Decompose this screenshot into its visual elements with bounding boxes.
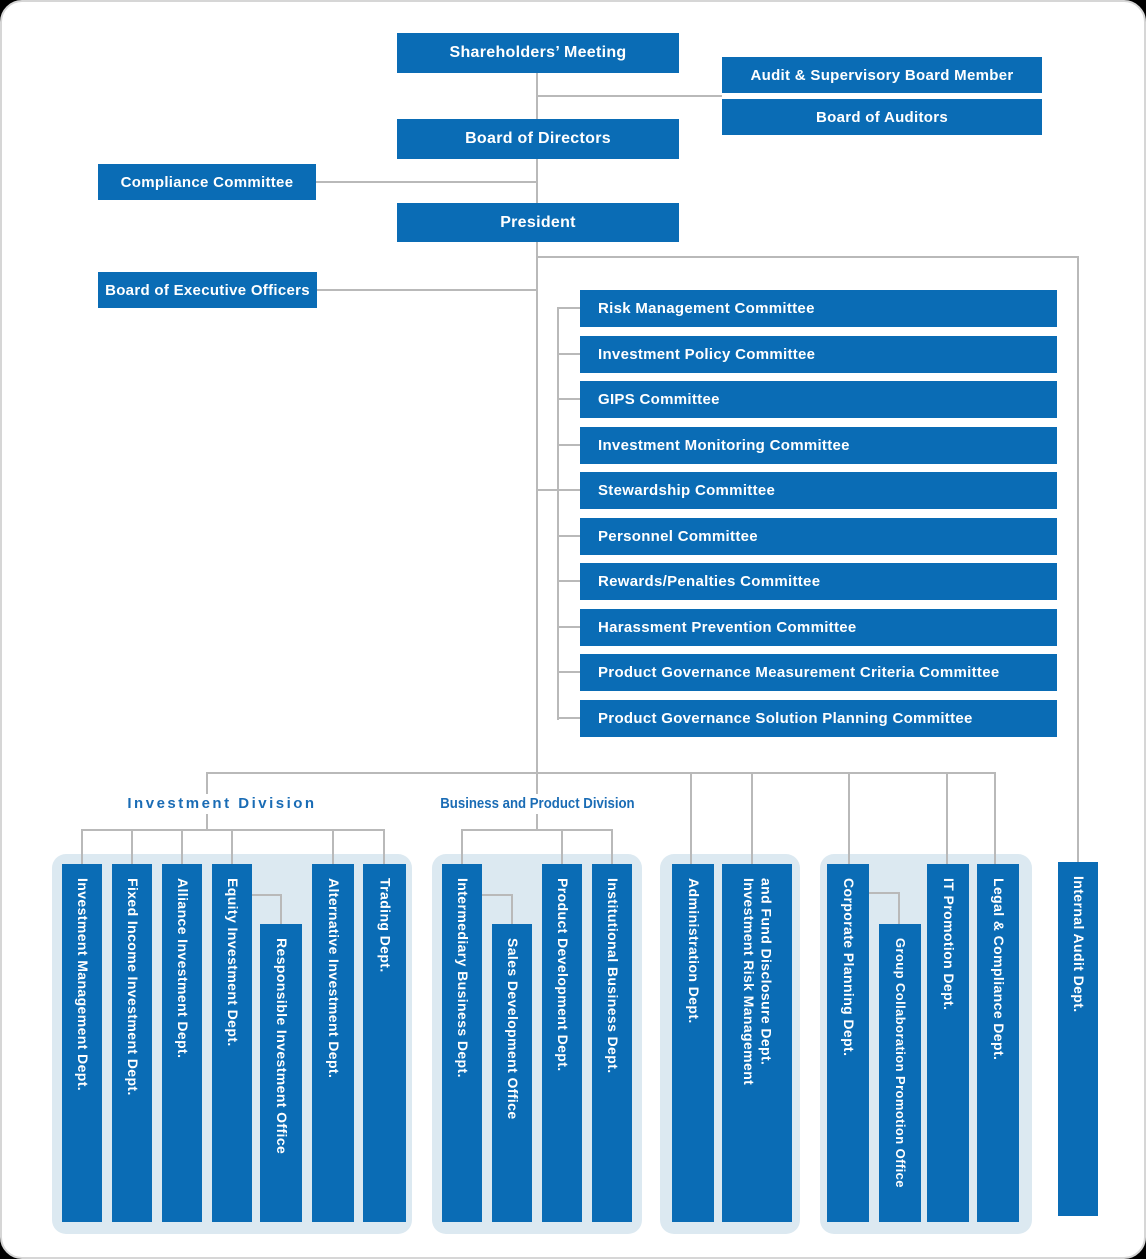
board-of-directors-box: Board of Directors (397, 119, 679, 159)
dept-box-investment-management: Investment Management Dept. (62, 864, 102, 1222)
dept-box-institutional: Institutional Business Dept. (592, 864, 632, 1222)
committee-box: Product Governance Solution Planning Committee (580, 700, 1057, 737)
responsible-office-elbow (280, 894, 282, 924)
committee-box: Investment Monitoring Committee (580, 427, 1057, 464)
dept-box-corporate-planning: Corporate Planning Dept. (827, 864, 869, 1222)
committee-stub (557, 535, 580, 537)
connector-right-branch-v (1077, 256, 1079, 862)
dept-box-administration: Administration Dept. (672, 864, 714, 1222)
board-of-auditors-box: Board of Auditors (722, 99, 1042, 135)
committee-box: GIPS Committee (580, 381, 1057, 418)
connector-audit-branch (536, 95, 722, 97)
distribution-line (206, 772, 996, 774)
committee-stub (557, 626, 580, 628)
column-drop (231, 829, 233, 864)
column-drop (561, 829, 563, 864)
business-group-connector (461, 829, 613, 831)
connector-exec-branch (316, 289, 537, 291)
president-box: President (397, 203, 679, 242)
committee-box: Risk Management Committee (580, 290, 1057, 327)
dept-box-legal-compliance: Legal & Compliance Dept. (977, 864, 1019, 1222)
column-riser (946, 772, 948, 864)
column-drop (131, 829, 133, 864)
compliance-committee-box: Compliance Committee (98, 164, 316, 200)
dept-box-it-promotion: IT Promotion Dept. (927, 864, 969, 1222)
dept-box-fixed-income: Fixed Income Investment Dept. (112, 864, 152, 1222)
investment-risk-line1: Investment Risk Management (741, 878, 757, 1086)
committee-stub (557, 307, 580, 309)
committee-stub (557, 444, 580, 446)
business-riser (536, 772, 538, 794)
dept-box-internal-audit: Internal Audit Dept. (1058, 862, 1098, 1216)
investment-division-label: Investment Division (122, 794, 322, 814)
committee-stub (557, 580, 580, 582)
column-riser (848, 772, 850, 864)
dept-box-alliance: Alliance Investment Dept. (162, 864, 202, 1222)
connector-compliance-branch (315, 181, 537, 183)
committee-stub (557, 353, 580, 355)
investment-group-connector (81, 829, 385, 831)
committee-stub (557, 671, 580, 673)
business-division-label (427, 794, 647, 814)
sales-office-elbow (511, 894, 513, 924)
audit-supervisory-box: Audit & Supervisory Board Member (722, 57, 1042, 93)
committee-box: Stewardship Committee (580, 472, 1057, 509)
dept-box-alternative: Alternative Investment Dept. (312, 864, 354, 1222)
committee-stub (557, 717, 580, 719)
column-drop (383, 829, 385, 864)
column-riser (751, 772, 753, 864)
committee-box: Rewards/Penalties Committee (580, 563, 1057, 600)
committee-box: Investment Policy Committee (580, 336, 1057, 373)
column-drop (332, 829, 334, 864)
committee-box: Personnel Committee (580, 518, 1057, 555)
committee-stub (557, 398, 580, 400)
column-riser (994, 772, 996, 864)
column-riser (690, 772, 692, 864)
column-drop (181, 829, 183, 864)
board-of-executive-officers-box: Board of Executive Officers (98, 272, 317, 308)
dept-box-equity: Equity Investment Dept. (212, 864, 252, 1222)
shareholders-meeting-box: Shareholders’ Meeting (397, 33, 679, 73)
investment-riser (206, 772, 208, 794)
connector-right-branch-h (536, 256, 1079, 258)
dept-box-trading: Trading Dept. (363, 864, 406, 1222)
connector-main-vertical (536, 73, 538, 773)
committee-spine (557, 307, 559, 720)
column-drop (611, 829, 613, 864)
committee-box: Harassment Prevention Committee (580, 609, 1057, 646)
column-drop (81, 829, 83, 864)
dept-box-product-development: Product Development Dept. (542, 864, 582, 1222)
investment-risk-line2: and Fund Disclosure Dept. (758, 878, 775, 1066)
column-drop (461, 829, 463, 864)
group-collab-elbow (898, 892, 900, 924)
business-division-label-text: Business and Product Division (440, 795, 635, 812)
committee-stub (557, 489, 580, 491)
dept-box-group-collaboration: Group Collaboration Promotion Office (879, 924, 921, 1222)
committee-box: Product Governance Measurement Criteria Committee (580, 654, 1057, 691)
dept-box-investment-risk (722, 864, 792, 1222)
dept-box-intermediary: Intermediary Business Dept. (442, 864, 482, 1222)
dept-box-responsible-investment: Responsible Investment Office (260, 924, 302, 1222)
dept-box-sales-development: Sales Development Office (492, 924, 532, 1222)
